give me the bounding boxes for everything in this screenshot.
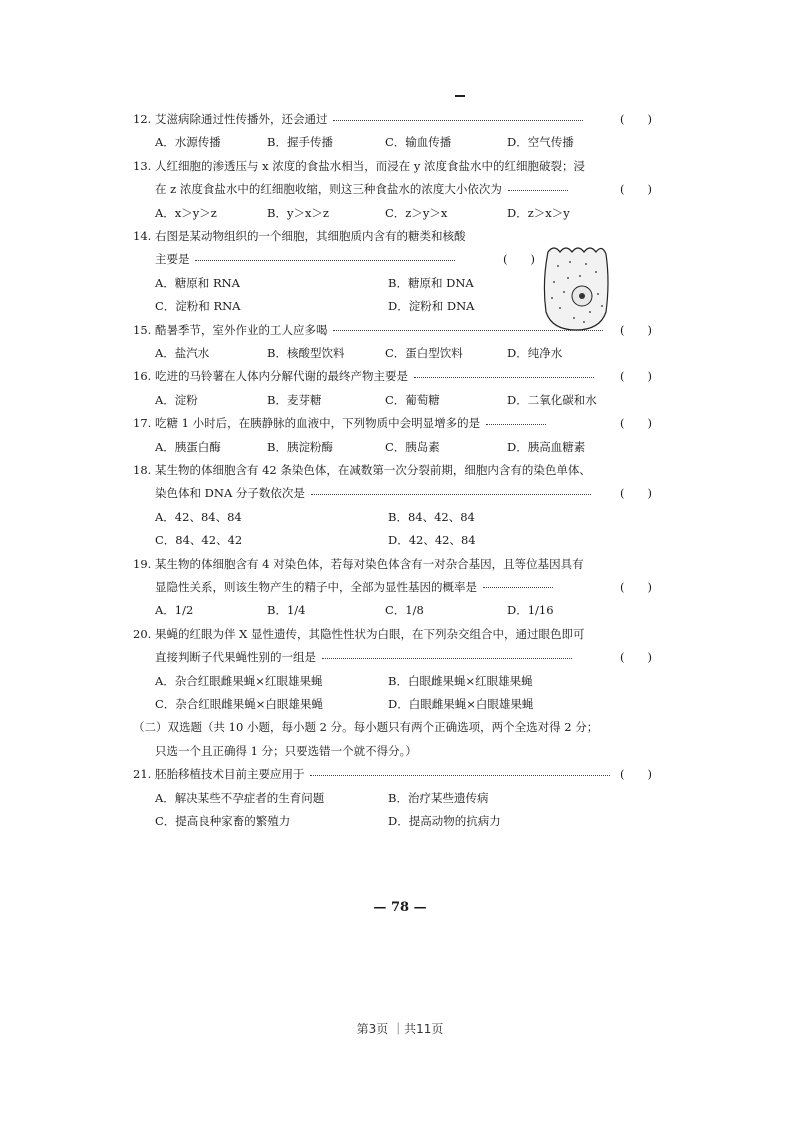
answer-blank: ( ) [620, 112, 652, 126]
options-18-row2 [133, 529, 658, 552]
question-19 [133, 553, 658, 576]
question-14 [133, 225, 658, 248]
question-number: 16. [133, 369, 152, 384]
option-b: B．1/4 [267, 603, 306, 618]
option-d: D．纯净水 [507, 346, 563, 360]
option-a: A．解决某些不孕症者的生育问题 [155, 790, 325, 805]
question-stem: 某生物的体细胞含有 4 对染色体，若每对染色体含有一对杂合基因，且等位基因具有 [154, 556, 584, 571]
question-stem-cont: 主要是 [155, 252, 190, 267]
option-b: B．y＞x＞z [267, 205, 329, 220]
exam-content [133, 108, 658, 833]
options-20-row1 [133, 670, 658, 693]
option-a: A．水源传播 [155, 135, 221, 150]
question-number: 17. [133, 416, 152, 431]
options-21-row1 [133, 787, 658, 810]
options-17 [133, 436, 658, 459]
option-c: C．1/8 [385, 603, 424, 618]
page-number: — 78 — [373, 900, 427, 915]
question-stem: 右图是某动物组织的一个细胞，其细胞质内含有的糖类和核酸 [154, 229, 466, 243]
option-d: D．胰高血糖素 [507, 439, 586, 454]
question-18-cont [133, 482, 658, 505]
section-heading: （二）双选题（共 10 小题，每小题 2 分。每小题只有两个正确选项，两个全选对得 2 分； [133, 720, 599, 735]
question-20 [133, 623, 658, 646]
question-16 [133, 365, 658, 388]
option-c: C．输血传播 [385, 135, 452, 150]
dotted-leader [310, 775, 610, 776]
question-21 [133, 763, 658, 786]
question-stem: 人红细胞的渗透压与 x 浓度的食盐水相当，而浸在 y 浓度食盐水中的红细胞破裂；浸 [154, 158, 586, 173]
answer-blank: ( ) [620, 322, 652, 337]
question-15 [133, 319, 658, 342]
answer-blank: ( ) [503, 252, 535, 267]
question-stem-cont: 直接判断子代果蝇性别的一组是 [155, 650, 316, 665]
option-a: A．x＞y＞z [155, 205, 217, 220]
question-stem: 胚胎移植技术目前主要应用于 [154, 767, 305, 782]
option-d: D．空气传播 [507, 135, 574, 150]
dotted-leader [333, 330, 603, 331]
options-14-row2 [133, 295, 658, 318]
question-stem: 吃进的马铃薯在人体内分解代谢的最终产物主要是 [154, 369, 408, 384]
option-c: C．84、42、42 [155, 533, 243, 548]
option-c: C．胰岛素 [385, 439, 440, 454]
question-number: 13. [133, 158, 152, 173]
option-b: B．84、42、84 [388, 509, 475, 524]
question-number: 19. [133, 556, 152, 571]
options-16 [133, 389, 658, 412]
option-c: C．杂合红眼雌果蝇×白眼雄果蝇 [155, 696, 323, 711]
question-20-cont [133, 646, 658, 669]
question-14-cont [133, 248, 535, 271]
question-stem-cont: 显隐性关系，则该生物产生的精子中，全部为显性基因的概率是 [155, 579, 477, 594]
question-number: 21. [133, 767, 152, 782]
question-17 [133, 412, 658, 435]
question-stem: 艾滋病除通过性传播外，还会通过 [154, 112, 328, 126]
option-b: B．白眼雌果蝇×红眼雄果蝇 [388, 673, 533, 688]
option-d: D．白眼雌果蝇×白眼雄果蝇 [388, 696, 534, 711]
question-number: 12. [133, 112, 152, 126]
answer-blank: ( ) [620, 416, 652, 431]
option-b: B．胰淀粉酶 [267, 439, 333, 454]
question-12 [133, 108, 658, 131]
options-13 [133, 202, 658, 225]
option-a: A．胰蛋白酶 [155, 439, 221, 454]
page-footer: 第3页 ｜共11页 [356, 1022, 444, 1036]
answer-blank: ( ) [620, 486, 652, 501]
options-21-row2 [133, 810, 658, 833]
question-13-cont [133, 178, 658, 201]
answer-blank: ( ) [620, 369, 652, 384]
question-18 [133, 459, 658, 482]
option-a: A．淀粉 [155, 392, 198, 407]
answer-blank: ( ) [620, 579, 652, 594]
option-b: B．核酸型饮料 [267, 346, 345, 360]
dotted-leader [486, 424, 546, 425]
dotted-leader [322, 658, 572, 659]
question-stem-cont: 在 z 浓度食盐水中的红细胞收缩，则这三种食盐水的浓度大小依次为 [155, 182, 502, 197]
option-c: C．淀粉和 RNA [155, 299, 241, 314]
option-d: D．二氧化碳和水 [507, 392, 597, 407]
option-b: B．握手传播 [267, 135, 333, 150]
option-b: B．治疗某些遗传病 [388, 790, 489, 805]
option-c: C．z＞y＞x [385, 205, 448, 220]
answer-blank: ( ) [620, 767, 652, 782]
options-20-row2 [133, 693, 658, 716]
dotted-leader [311, 494, 591, 495]
dotted-leader [508, 190, 568, 191]
option-c: C．蛋白型饮料 [385, 346, 463, 360]
scan-mark [455, 95, 465, 97]
answer-blank: ( ) [620, 650, 652, 665]
question-stem: 某生物的体细胞含有 42 条染色体，在减数第一次分裂前期，细胞内含有的染色单体、 [154, 462, 591, 477]
option-b: B．麦芽糖 [267, 392, 322, 407]
section-rules: 只选一个且正确得 1 分；只要选错一个就不得分。） [155, 743, 417, 758]
option-a: A．42、84、84 [155, 509, 242, 524]
dotted-leader [333, 120, 583, 121]
option-d: D．1/16 [507, 603, 554, 618]
option-d: D．42、42、84 [388, 533, 476, 548]
option-d: D．淀粉和 DNA [388, 299, 475, 314]
question-13 [133, 155, 658, 178]
question-stem: 果蝇的红眼为伴 X 显性遗传，其隐性性状为白眼，在下列杂交组合中，通过眼色即可 [154, 626, 585, 641]
option-a: A．糖原和 RNA [155, 275, 240, 290]
answer-blank: ( ) [620, 182, 652, 197]
question-stem: 吃糖 1 小时后，在胰静脉的血液中，下列物质中会明显增多的是 [154, 416, 481, 431]
question-number: 15. [133, 322, 152, 337]
question-number: 18. [133, 462, 152, 477]
question-stem: 酷暑季节，室外作业的工人应多喝 [154, 322, 328, 337]
option-d: D．z＞x＞y [507, 205, 570, 220]
options-12 [133, 131, 658, 154]
dotted-leader [414, 377, 594, 378]
dotted-leader [195, 260, 455, 261]
option-d: D．提高动物的抗病力 [388, 813, 501, 828]
dotted-leader [483, 587, 553, 588]
options-15 [133, 342, 658, 365]
options-19 [133, 599, 658, 622]
options-14-row1 [133, 272, 658, 295]
option-a: A．杂合红眼雌果蝇×红眼雄果蝇 [155, 673, 323, 688]
option-a: A．1/2 [155, 603, 194, 618]
options-18-row1 [133, 506, 658, 529]
question-19-cont [133, 576, 658, 599]
question-number: 14. [133, 229, 152, 243]
option-c: C．葡萄糖 [385, 392, 440, 407]
option-a: A．盐汽水 [155, 346, 210, 360]
option-b: B．糖原和 DNA [388, 275, 474, 290]
question-stem-cont: 染色体和 DNA 分子数依次是 [155, 486, 305, 501]
question-number: 20. [133, 626, 152, 641]
option-c: C．提高良种家畜的繁殖力 [155, 813, 291, 828]
